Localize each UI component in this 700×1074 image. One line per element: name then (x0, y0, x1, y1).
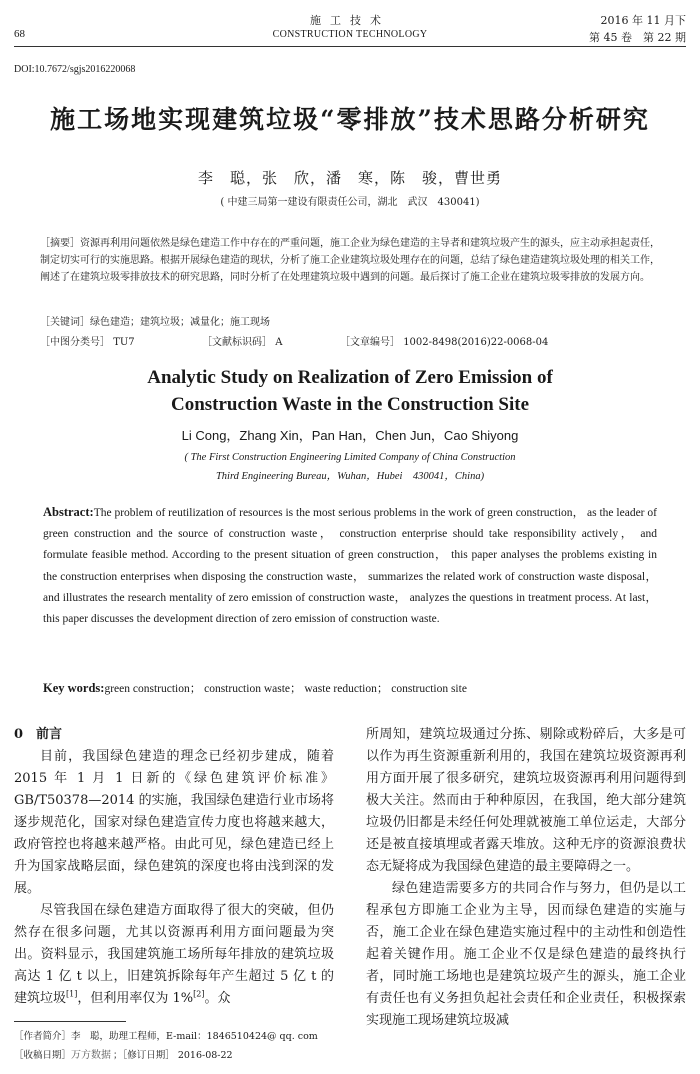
keywords-cn (40, 314, 660, 331)
abstract-cn-text: 资源再利用问题依然是绿色建造工作中存在的严重问题，施工企业为绿色建造的主导者和建筑垃圾产生的源头，应主动承担起责任，制定切实可行的实施思路。根据开展绿色建造的现状，分析了施工企业建筑垃圾处理存在的问题，总结了绿色建造建筑垃圾处理的相关工作，阐述了在建筑垃圾零排放技术的研究思路，同时分析了在处理建筑垃圾中遇到的问题。最后探讨了施工企业在建筑垃圾零排放的发展方向。 (40, 238, 660, 283)
affiliation-cn: ( 中建三局第一建设有限责任公司，湖北 武汉 430041) (220, 197, 480, 208)
paper-title-en (0, 364, 700, 418)
body-text: ，但利用率仅为 1% (77, 991, 194, 1006)
footnote-author-label: ［作者简介］ (14, 1031, 72, 1042)
paper-title-cn: 施工场地实现建筑垃圾“零排放”技术思路分析研究 (50, 105, 650, 134)
page-number: 68 (14, 28, 25, 40)
body-text: 尽管我国在绿色建造方面取得了很大的突破，但仍然存在很多问题，尤其以资源再利用方面问题最为突出。资料显示，我国建筑施工场所每年排放的建筑垃圾高达 1 亿 t 以上，旧建筑拆除每年产生超过 5 亿 t 的建筑垃圾 (14, 903, 334, 1006)
keywords-en (43, 680, 657, 696)
abstract-en (43, 502, 657, 630)
body-text: 。众 (204, 991, 231, 1006)
authors-cn: 李 聪，张 欣，潘 寒，陈 骏，曹世勇 (197, 169, 502, 187)
body-column-left (14, 724, 334, 1010)
issue-date: 2016 年 11 月下 (600, 14, 686, 27)
revised-date-value: 2016-08-22 (177, 1050, 233, 1061)
footnote-rule (14, 1021, 126, 1022)
journal-name-en: CONSTRUCTION TECHNOLOGY (272, 29, 428, 40)
title-en-line-2: Construction Waste in the Construction Site (170, 394, 530, 415)
keywords-cn-label: ［关键词］ (40, 317, 90, 328)
affiliation-en (0, 448, 700, 486)
article-number-value: 1002-8498(2016)22-0068-04 (403, 337, 549, 348)
body-paragraph (14, 900, 334, 1010)
authors-en: Li Cong，Zhang Xin，Pan Han，Chen Jun，Cao Shiyong (181, 428, 519, 443)
clc-number (40, 333, 135, 348)
body-paragraph: 所周知，建筑垃圾通过分拣、剔除或粉碎后，大多是可以作为再生资源重新利用的，我国在建筑垃圾资源再利用方面开展了很多研究，建筑垃圾资源再利用问题得到极大关注。然而由于种种原因，在我国，绝大部分建筑垃圾仍旧都是未经任何处理就被施工单位运走，大部分还是被直接填埋或者露天堆放。这种无序的资源浪费状态无疑将成为我国绿色建造的最主要障碍之一。 (366, 727, 686, 874)
footnote-author-text: 李 聪，助理工程师，E-mail：1846510424@ qq. com (71, 1031, 318, 1042)
clc-value: TU7 (113, 337, 135, 348)
revised-date-label: ［修订日期］ (122, 1050, 175, 1061)
citation-ref[interactable]: [2] (193, 989, 205, 999)
section-heading (14, 724, 334, 746)
issue-volume: 第 45 卷 第 22 期 (589, 31, 686, 44)
doc-code-label: ［文献标识码］ (202, 337, 272, 348)
keywords-en-text: green construction； construction waste； waste reduction； construction site (104, 683, 467, 695)
article-number-label: ［文章编号］ (340, 337, 400, 348)
article-number (340, 333, 548, 348)
abstract-cn (40, 235, 660, 286)
abstract-en-text: The problem of reutilization of resources is the most serious problems in the work of green construction， as the leader of green construction and the source of construction waste， construction enterprise should take responsibility actively， and formulate feasible method. According to the present situation of green construction， this paper analyses the problems existing in the construction enterprises when disposing the construction waste， summarizes the related work of construction waste disposal， and illustrates the research mentality of zero emission of construction waste， analyzes the questions in treatment process. At last， this paper discusses the development direction of zero emission of construction waste. (43, 507, 657, 626)
body-column-right (366, 724, 686, 1032)
header-rule (14, 46, 686, 47)
footnote-author (14, 1028, 318, 1042)
keywords-en-label: Key words: (43, 681, 105, 695)
classification-line (40, 333, 660, 350)
affiliation-en-line-2: Third Engineering Bureau，Wuhan，Hubei 430041，China) (215, 471, 485, 482)
affiliation-en-line-1: ( The First Construction Engineering Limited Company of China Construction (184, 452, 516, 463)
section-title: 前言 (36, 727, 63, 742)
document-code (202, 333, 282, 348)
title-en-line-1: Analytic Study on Realization of Zero Emission of (147, 367, 553, 388)
abstract-cn-label: ［摘要］ (40, 238, 80, 249)
watermark: 万方数据 (71, 1050, 112, 1061)
body-paragraph: 目前，我国绿色建造的理念已经初步建成，随着 2015 年 1 月 1 日新的《绿色建筑评价标准》GB/T50378—2014 的实施，我国绿色建造行业市场将逐步规范化，国家对绿色建造宣传力度也将越来越大，政府管控也将越来越严格。由此可见，绿色建造已经上升为国家战略层面，绿色建筑的深度也将由浅到深的发展。 (14, 749, 334, 896)
received-date-value: ； (113, 1050, 123, 1061)
footnote-dates (14, 1046, 233, 1061)
received-date-label: ［收稿日期］ (14, 1050, 72, 1061)
journal-name-cn: 施工技术 (310, 14, 390, 27)
section-number: 0 (14, 727, 24, 742)
body-paragraph: 绿色建造需要多方的共同合作与努力，但仍是以工程承包方即施工企业为主导，因而绿色建造的实施与否，施工企业在绿色建造实施过程中的主动性和创造性起着关键作用。施工企业不仅是绿色建造的最终执行者，同时施工场地也是建筑垃圾产生的源头，施工企业有责任也有义务担负起社会责任和企业责任，积极探索实现施工现场建筑垃圾减 (366, 881, 686, 1028)
citation-ref[interactable]: [1] (66, 989, 78, 999)
doc-code-value: A (275, 337, 283, 348)
doi: DOI:10.7672/sgjs2016220068 (14, 64, 136, 75)
keywords-cn-text: 绿色建造；建筑垃圾；减量化；施工现场 (90, 317, 270, 328)
clc-label: ［中图分类号］ (40, 337, 110, 348)
abstract-en-label: Abstract: (43, 505, 94, 519)
